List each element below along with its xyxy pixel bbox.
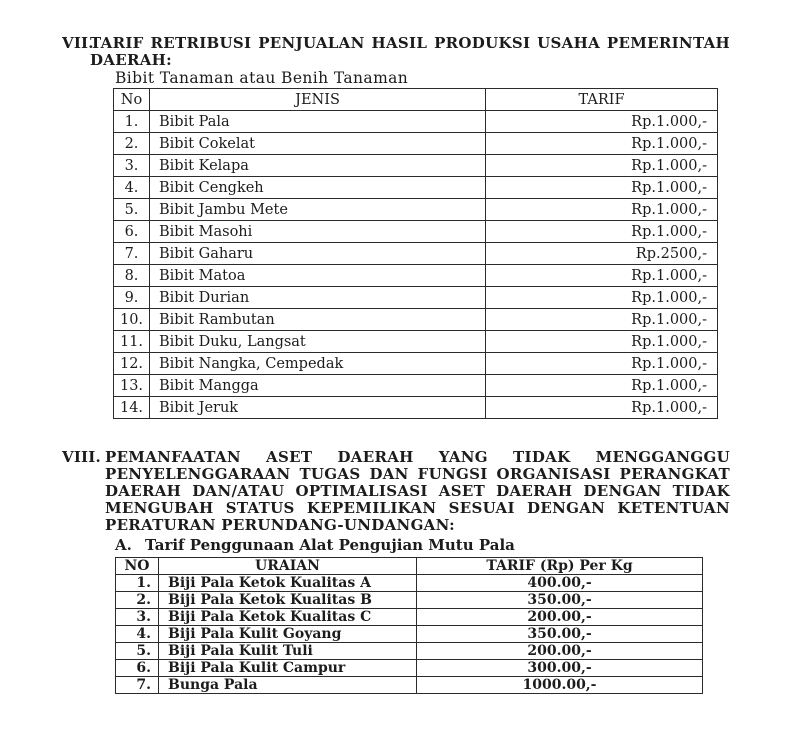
- table-row: [114, 111, 718, 133]
- cell-jenis: Bibit Mangga: [150, 375, 486, 397]
- header-tarif: TARIF (Rp) Per Kg: [417, 558, 703, 575]
- cell-tarif: Rp.1.000,-: [486, 375, 718, 397]
- cell-jenis: Bibit Kelapa: [150, 155, 486, 177]
- cell-jenis: Bibit Jambu Mete: [150, 199, 486, 221]
- cell-uraian: Bunga Pala: [159, 677, 417, 694]
- heading-line: DAERAH DAN/ATAU OPTIMALISASI ASET DAERAH DENGAN TIDAK: [105, 482, 730, 500]
- cell-no: 7.: [114, 243, 150, 265]
- cell-no: 10.: [114, 309, 150, 331]
- cell-tarif: Rp.1.000,-: [486, 199, 718, 221]
- cell-tarif: Rp.1.000,-: [486, 353, 718, 375]
- cell-no: 5.: [114, 199, 150, 221]
- cell-no: 6.: [116, 660, 159, 677]
- cell-tarif: Rp.1.000,-: [486, 287, 718, 309]
- cell-tarif: Rp.1.000,-: [486, 397, 718, 419]
- section-vii-heading-lines: [90, 35, 730, 69]
- heading-line: PEMANFAATAN ASET DAERAH YANG TIDAK MENGGANGGU: [105, 448, 730, 466]
- cell-jenis: Bibit Cengkeh: [150, 177, 486, 199]
- table-row: [114, 353, 718, 375]
- table-row: [116, 575, 703, 592]
- cell-jenis: Bibit Rambutan: [150, 309, 486, 331]
- cell-jenis: Bibit Jeruk: [150, 397, 486, 419]
- section-vii-heading: [62, 35, 800, 69]
- cell-tarif: 350.00,-: [417, 626, 703, 643]
- cell-no: 4.: [116, 626, 159, 643]
- section-viii-heading: [62, 449, 800, 534]
- cell-tarif: Rp.1.000,-: [486, 177, 718, 199]
- cell-uraian: Biji Pala Kulit Tuli: [159, 643, 417, 660]
- section-viii-number: VIII.: [62, 448, 101, 466]
- table-row: [114, 243, 718, 265]
- cell-tarif: Rp.1.000,-: [486, 155, 718, 177]
- cell-uraian: Biji Pala Kulit Campur: [159, 660, 417, 677]
- table-row: [116, 643, 703, 660]
- cell-jenis: Bibit Durian: [150, 287, 486, 309]
- section-gap: [0, 419, 800, 449]
- cell-no: 13.: [114, 375, 150, 397]
- table-row: [114, 155, 718, 177]
- cell-uraian: Biji Pala Ketok Kualitas C: [159, 609, 417, 626]
- sub-item-a-title: Tarif Penggunaan Alat Pengujian Mutu Pala: [145, 536, 515, 554]
- table-row: [114, 133, 718, 155]
- cell-jenis: Bibit Matoa: [150, 265, 486, 287]
- header-no: NO: [116, 558, 159, 575]
- cell-jenis: Bibit Cokelat: [150, 133, 486, 155]
- cell-no: 8.: [114, 265, 150, 287]
- section-vii-number: VII.: [62, 34, 94, 52]
- cell-no: 2.: [114, 133, 150, 155]
- sub-item-a-label: A.: [115, 536, 132, 554]
- cell-uraian: Biji Pala Ketok Kualitas B: [159, 592, 417, 609]
- cell-uraian: Biji Pala Kulit Goyang: [159, 626, 417, 643]
- cell-tarif: Rp.1.000,-: [486, 111, 718, 133]
- cell-tarif: 200.00,-: [417, 643, 703, 660]
- cell-jenis: Bibit Masohi: [150, 221, 486, 243]
- cell-no: 14.: [114, 397, 150, 419]
- cell-tarif: Rp.1.000,-: [486, 221, 718, 243]
- cell-tarif: 400.00,-: [417, 575, 703, 592]
- cell-no: 4.: [114, 177, 150, 199]
- table-row: [114, 199, 718, 221]
- table-row: [114, 397, 718, 419]
- cell-jenis: Bibit Nangka, Cempedak: [150, 353, 486, 375]
- mutu-pala-tariff-table: [115, 557, 703, 694]
- table-row: [116, 609, 703, 626]
- cell-no: 7.: [116, 677, 159, 694]
- table-header-row: [114, 89, 718, 111]
- cell-no: 6.: [114, 221, 150, 243]
- table-row: [116, 592, 703, 609]
- table-row: [114, 221, 718, 243]
- cell-no: 3.: [114, 155, 150, 177]
- cell-tarif: 1000.00,-: [417, 677, 703, 694]
- header-jenis: JENIS: [150, 89, 486, 111]
- heading-line: DAERAH:: [90, 51, 172, 69]
- header-tarif: TARIF: [486, 89, 718, 111]
- table-row: [114, 265, 718, 287]
- cell-tarif: Rp.2500,-: [486, 243, 718, 265]
- cell-jenis: Bibit Gaharu: [150, 243, 486, 265]
- header-no: No: [114, 89, 150, 111]
- heading-line: PENYELENGGARAAN TUGAS DAN FUNGSI ORGANISASI PERANGKAT: [105, 465, 730, 483]
- table-header-row: [116, 558, 703, 575]
- cell-no: 3.: [116, 609, 159, 626]
- cell-no: 11.: [114, 331, 150, 353]
- cell-tarif: Rp.1.000,-: [486, 309, 718, 331]
- table-row: [114, 331, 718, 353]
- cell-tarif: Rp.1.000,-: [486, 133, 718, 155]
- heading-line: TARIF RETRIBUSI PENJUALAN HASIL PRODUKSI USAHA PEMERINTAH: [90, 34, 730, 52]
- cell-no: 12.: [114, 353, 150, 375]
- table1-subtitle: Bibit Tanaman atau Benih Tanaman: [115, 69, 409, 87]
- cell-no: 9.: [114, 287, 150, 309]
- heading-line: MENGUBAH STATUS KEPEMILIKAN SESUAI DENGAN KETENTUAN: [105, 499, 730, 517]
- section-viii-heading-lines: [105, 449, 730, 534]
- cell-no: 1.: [116, 575, 159, 592]
- cell-tarif: 350.00,-: [417, 592, 703, 609]
- cell-uraian: Biji Pala Ketok Kualitas A: [159, 575, 417, 592]
- cell-no: 1.: [114, 111, 150, 133]
- cell-tarif: 300.00,-: [417, 660, 703, 677]
- cell-no: 2.: [116, 592, 159, 609]
- header-uraian: URAIAN: [159, 558, 417, 575]
- cell-no: 5.: [116, 643, 159, 660]
- table-row: [116, 677, 703, 694]
- cell-tarif: Rp.1.000,-: [486, 331, 718, 353]
- table-row: [114, 177, 718, 199]
- table-row: [116, 660, 703, 677]
- table-row: [114, 309, 718, 331]
- cell-jenis: Bibit Duku, Langsat: [150, 331, 486, 353]
- sub-item-a: [115, 537, 800, 554]
- cell-jenis: Bibit Pala: [150, 111, 486, 133]
- heading-line: PERATURAN PERUNDANG-UNDANGAN:: [105, 516, 455, 534]
- cell-tarif: Rp.1.000,-: [486, 265, 718, 287]
- table-row: [114, 375, 718, 397]
- table-row: [114, 287, 718, 309]
- cell-tarif: 200.00,-: [417, 609, 703, 626]
- bibit-tariff-table: [113, 88, 718, 419]
- table-row: [116, 626, 703, 643]
